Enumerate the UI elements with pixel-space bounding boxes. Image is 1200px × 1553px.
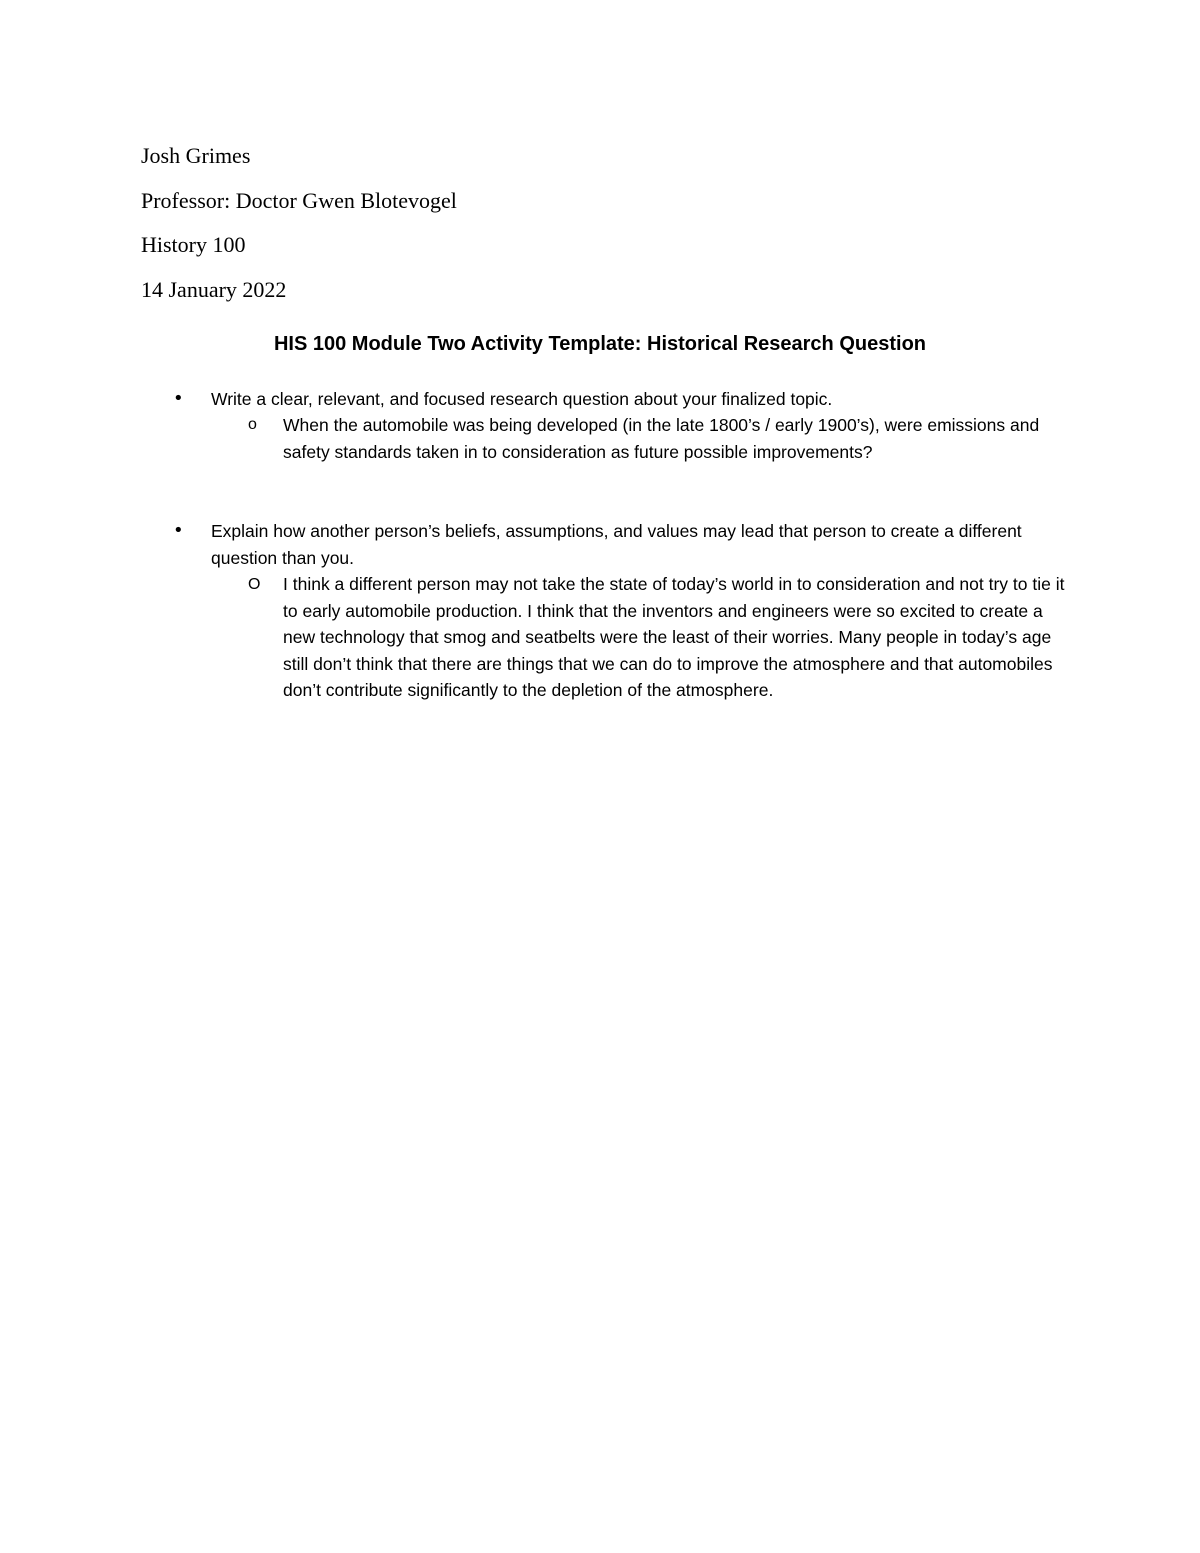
- bullet-marker: •: [173, 520, 184, 541]
- date-line: 14 January 2022: [141, 277, 287, 302]
- question-prompt-1: Write a clear, relevant, and focused research question about your finalized topic.: [211, 389, 833, 409]
- answer-1: When the automobile was being developed (in the late 1800’s / early 1900’s), were emissions and safety standards taken in to consideration as future possible improvements?: [283, 415, 1040, 462]
- bullet-marker: •: [173, 388, 184, 409]
- professor-line: Professor: Doctor Gwen Blotevogel: [141, 188, 457, 213]
- student-name: Josh Grimes: [141, 143, 251, 168]
- sub-bullet-marker: O: [248, 576, 261, 593]
- course-line: History 100: [141, 232, 246, 257]
- question-prompt-2: Explain how another person’s beliefs, assumptions, and values may lead that person to create a different question than you.: [211, 521, 1022, 568]
- sub-bullet-marker: o: [248, 416, 257, 433]
- document-title: HIS 100 Module Two Activity Template: Historical Research Question: [273, 333, 926, 355]
- answer-2: I think a different person may not take the state of today’s world in to consideration and not try to tie it to early automobile production. I think that the inventors and engineers were so excited to create a new technology that smog and seatbelts were the least of their worries. Many people in today’s age still don’t think that there are things that we can do to improve the atmosphere and that automobiles don’t contribute significantly to the depletion of the atmosphere.: [283, 574, 1065, 701]
